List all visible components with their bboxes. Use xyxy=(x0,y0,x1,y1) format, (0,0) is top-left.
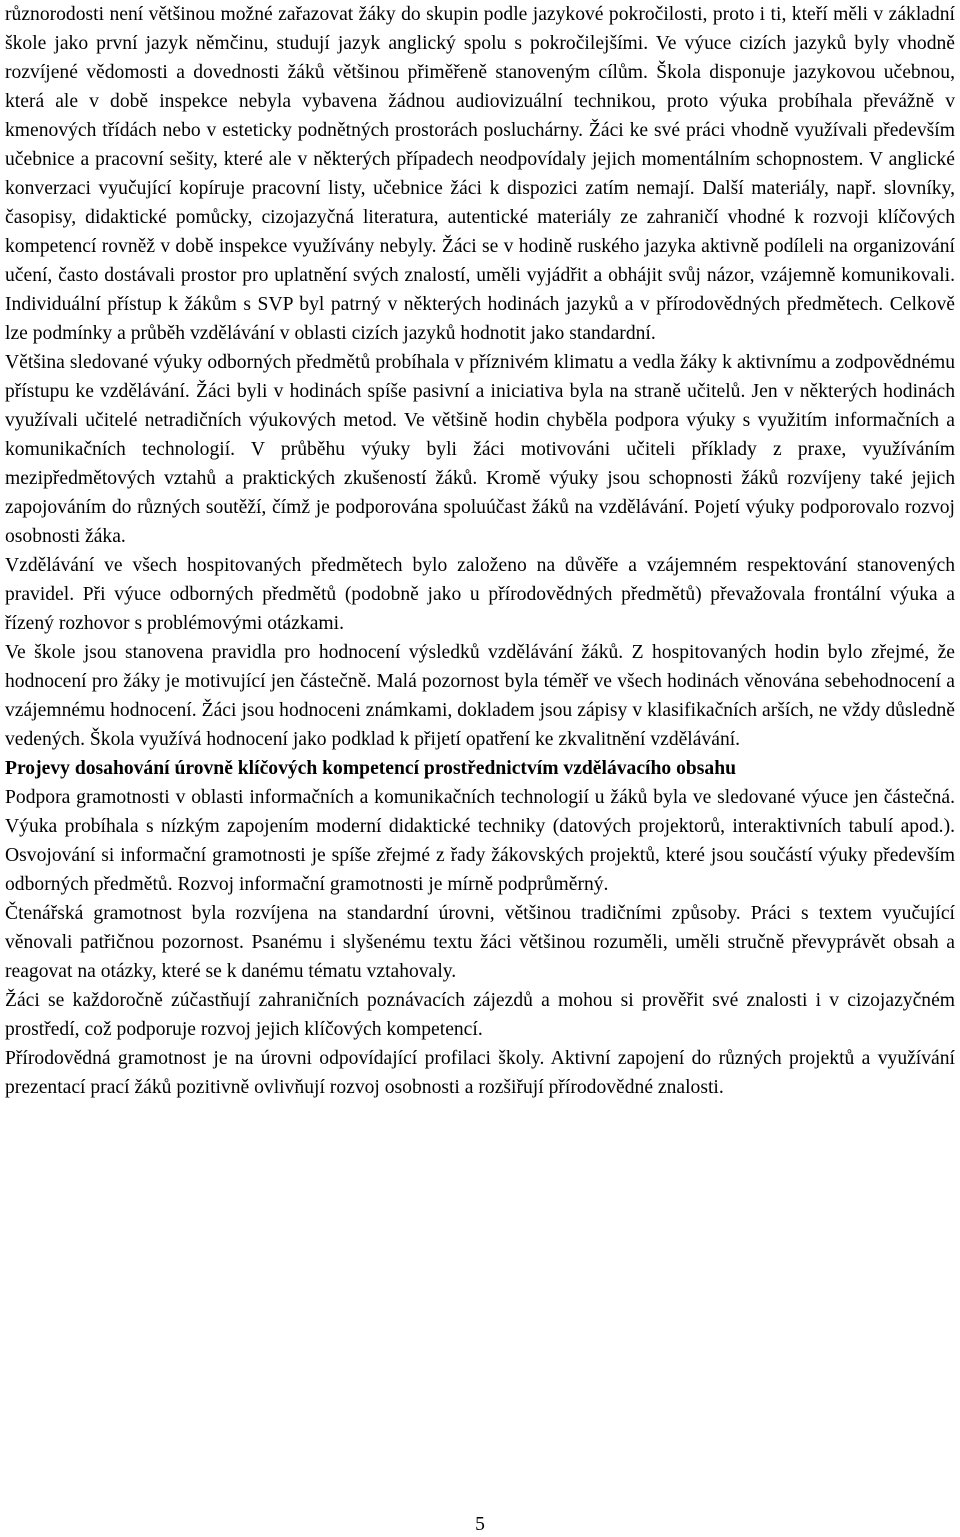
section-heading: Projevy dosahování úrovně klíčových kompetencí prostřednictvím vzdělávacího obsahu xyxy=(5,758,736,779)
paragraph-science-literacy: Přírodovědná gramotnost je na úrovni odpovídající profilaci školy. Aktivní zapojení do různých projektů a využívání prezentací prací žáků pozitivně ovlivňují rozvoj osobnosti a rozšiřují přírodovědné znalosti. xyxy=(5,1048,955,1098)
paragraph-trips-abroad: Žáci se každoročně zúčastňují zahraničních poznávacích zájezdů a mohou si prověřit své znalosti i v cizojazyčném prostředí, což podporuje rozvoj jejich klíčových kompetencí. xyxy=(5,990,955,1040)
paragraph-reading-literacy: Čtenářská gramotnost byla rozvíjena na standardní úrovni, většinou tradičními způsoby. Práci s textem vyučující věnovali patřičnou pozornost. Psanému i slyšenému textu žáci většinou rozuměli, uměli stručně převyprávět obsah a reagovat na otázky, které se k danému tématu vztahovaly. xyxy=(5,903,955,982)
paragraph-vocational-subjects: Většina sledované výuky odborných předmětů probíhala v příznivém klimatu a vedla žáky k aktivnímu a zodpovědnému přístupu ke vzdělávání. Žáci byli v hodinách spíše pasivní a iniciativa byla na straně učitelů. Jen v některých hodinách využívali učitelé netradičních výukových metod. Ve většině hodin chyběla podpora výuky s využitím informačních a komunikačních technologií. V průběhu výuky byli žáci motivováni učiteli příklady z praxe, využíváním mezipředmětových vztahů a praktických zkušeností žáků. Kromě výuky jsou schopnosti žáků rozvíjeny také jejich zapojováním do různých soutěží, čímž je podporována spoluúčast žáků na vzdělávání. Pojetí výuky podporovalo rozvoj osobnosti žáka. xyxy=(5,352,955,547)
paragraph-trust-and-rules: Vzdělávání ve všech hospitovaných předmětech bylo založeno na důvěře a vzájemném respektování stanovených pravidel. Při výuce odborných předmětů (podobně jako u přírodovědných předmětů) převažovala frontální výuka a řízený rozhovor s problémovými otázkami. xyxy=(5,555,955,634)
document-page xyxy=(5,0,955,1102)
page-number: 5 xyxy=(475,1514,485,1535)
paragraph-foreign-languages: různorodosti není většinou možné zařazovat žáky do skupin podle jazykové pokročilosti, proto i ti, kteří měli v základní škole jako první jazyk němčinu, studují jazyk anglický spolu s pokročilejšími. Ve výuce cizích jazyků byly vhodně rozvíjené vědomosti a dovednosti žáků většinou přiměřeně stanoveným cílům. Škola disponuje jazykovou učebnou, která ale v době inspekce nebyla vybavena žádnou audiovizuální technikou, proto výuka probíhala převážně v kmenových třídách nebo v esteticky podnětných prostorách posluchárny. Žáci ke své práci vhodně využívali především učebnice a pracovní sešity, které ale v některých případech neodpovídaly jejich momentálním schopnostem. V anglické konverzaci vyučující kopíruje pracovní listy, učebnice žáci k dispozici zatím nemají. Další materiály, např. slovníky, časopisy, didaktické pomůcky, cizojazyčná literatura, autentické materiály ze zahraničí vhodné k rozvoji klíčových kompetencí rovněž v době inspekce využívány nebyly. Žáci se v hodině ruského jazyka aktivně podíleli na organizování učení, často dostávali prostor pro uplatnění svých znalostí, uměli vyjádřit a obhájit svůj názor, vzájemně komunikovali. Individuální přístup k žákům s SVP byl patrný v některých hodinách jazyků a v přírodovědných předmětech. Celkově lze podmínky a průběh vzdělávání v oblasti cizích jazyků hodnotit jako standardní. xyxy=(5,4,955,344)
paragraph-ict-literacy: Podpora gramotnosti v oblasti informačních a komunikačních technologií u žáků byla ve sledované výuce jen částečná. Výuka probíhala s nízkým zapojením moderní didaktické techniky (datových projektorů, interaktivních tabulí apod.). Osvojování si informační gramotnosti je spíše zřejmé z řady žákovských projektů, které jsou součástí výuky především odborných předmětů. Rozvoj informační gramotnosti je mírně podprůměrný. xyxy=(5,787,955,895)
paragraph-assessment: Ve škole jsou stanovena pravidla pro hodnocení výsledků vzdělávání žáků. Z hospitovaných hodin bylo zřejmé, že hodnocení pro žáky je motivující jen částečně. Malá pozornost byla téměř ve všech hodinách věnována sebehodnocení a vzájemnému hodnocení. Žáci jsou hodnoceni známkami, dokladem jsou zápisy v klasifikačních arších, ne vždy důsledně vedených. Škola využívá hodnocení jako podklad k přijetí opatření ke zkvalitnění vzdělávání. xyxy=(5,642,955,750)
